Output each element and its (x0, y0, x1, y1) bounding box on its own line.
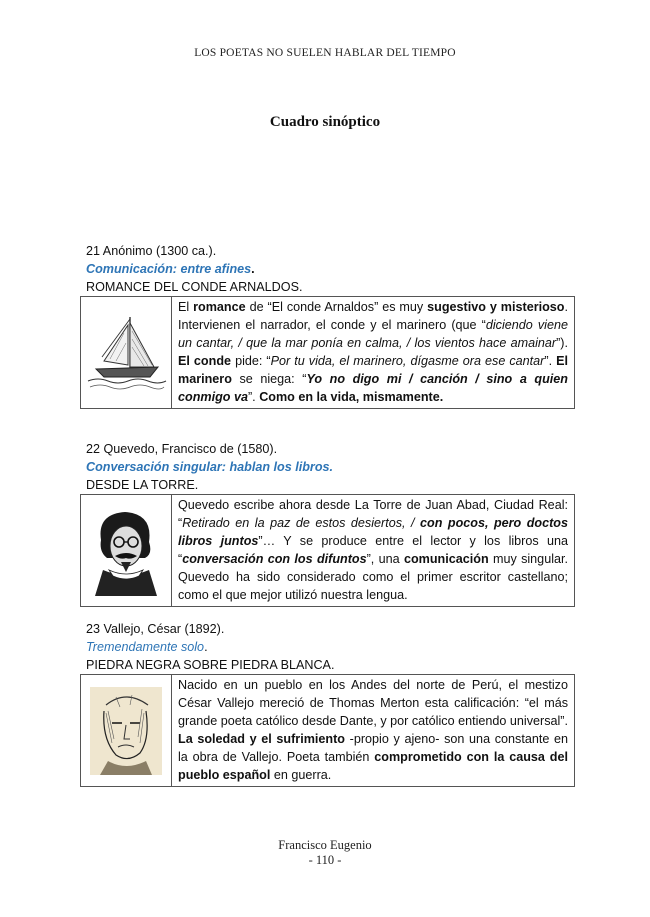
entry-box (80, 296, 575, 409)
sailing-ship-illustration (81, 297, 172, 408)
entry-work-title: PIEDRA NEGRA SOBRE PIEDRA BLANCA. (86, 658, 335, 672)
entry-21 (86, 242, 574, 409)
entry-theme (86, 260, 574, 278)
sailing-ship-icon (84, 311, 168, 395)
entry-22 (86, 440, 574, 607)
entry-work-title: DESDE LA TORRE. (86, 478, 199, 492)
entry-theme: Tremendamente solo. (86, 640, 208, 654)
portrait-sketch-icon (86, 683, 166, 779)
entry-heading: 23 Vallejo, César (1892). (86, 622, 225, 636)
entry-box (80, 674, 575, 787)
entry-heading: 21 Anónimo (1300 ca.). (86, 244, 217, 258)
running-header: LOS POETAS NO SUELEN HABLAR DEL TIEMPO (194, 47, 456, 59)
entry-box (80, 494, 575, 607)
quevedo-portrait-illustration (81, 495, 172, 606)
theme-text: Conversación singular: hablan los libros. (86, 460, 334, 474)
entry-theme (86, 458, 574, 476)
page-number: - 110 - (308, 853, 342, 867)
entry-description: Nacido en un pueblo en los Andes del norte de Perú, el mestizo César Vallejo mereció de Thomas Merton esta calificación: “el más grande poeta católico desde Dante, y por católico entiendo universal”. La soledad y el sufrimiento -propio y ajeno- son una constante en la obra de Vallejo. Poeta también comprometido con la causa del pueblo español en guerra. (178, 678, 568, 782)
vallejo-portrait-illustration (81, 675, 172, 786)
page-footer (0, 838, 650, 868)
theme-text: Comunicación: entre afines (86, 262, 252, 276)
theme-period: . (251, 262, 255, 276)
entry-description: Quevedo escribe ahora desde La Torre de Juan Abad, Ciudad Real: “Retirado en la paz de estos desiertos, / con pocos, pero doctos libros juntos”… Y se produce entre el lector y los libros una “conversación con los difuntos”, una comunicación muy singular. Quevedo ha sido considerado como el primer escritor castellano; como el que mejor utilizó nuestra lengua. (178, 498, 568, 602)
entry-heading: 22 Quevedo, Francisco de (1580). (86, 442, 278, 456)
theme-text: Tremendamente solo (86, 640, 205, 654)
portrait-icon (87, 506, 165, 596)
entry-23 (86, 620, 574, 787)
entry-description: El romance de “El conde Arnaldos” es muy sugestivo y misterioso. Intervienen el narrador, el conde y el marinero (que “diciendo viene un cantar, / que la mar ponía en calma, / los vientos hace amainar”). El conde pide: “Por tu vida, el marinero, dígasme ora ese cantar”. El marinero se niega: “Yo no digo mi / canción / sino a quien conmigo va”. Como en la vida, mismamente. (178, 300, 569, 404)
entry-work-title: ROMANCE DEL CONDE ARNALDOS. (86, 280, 303, 294)
footer-author: Francisco Eugenio (278, 838, 372, 852)
page-title: Cuadro sinóptico (269, 114, 381, 130)
